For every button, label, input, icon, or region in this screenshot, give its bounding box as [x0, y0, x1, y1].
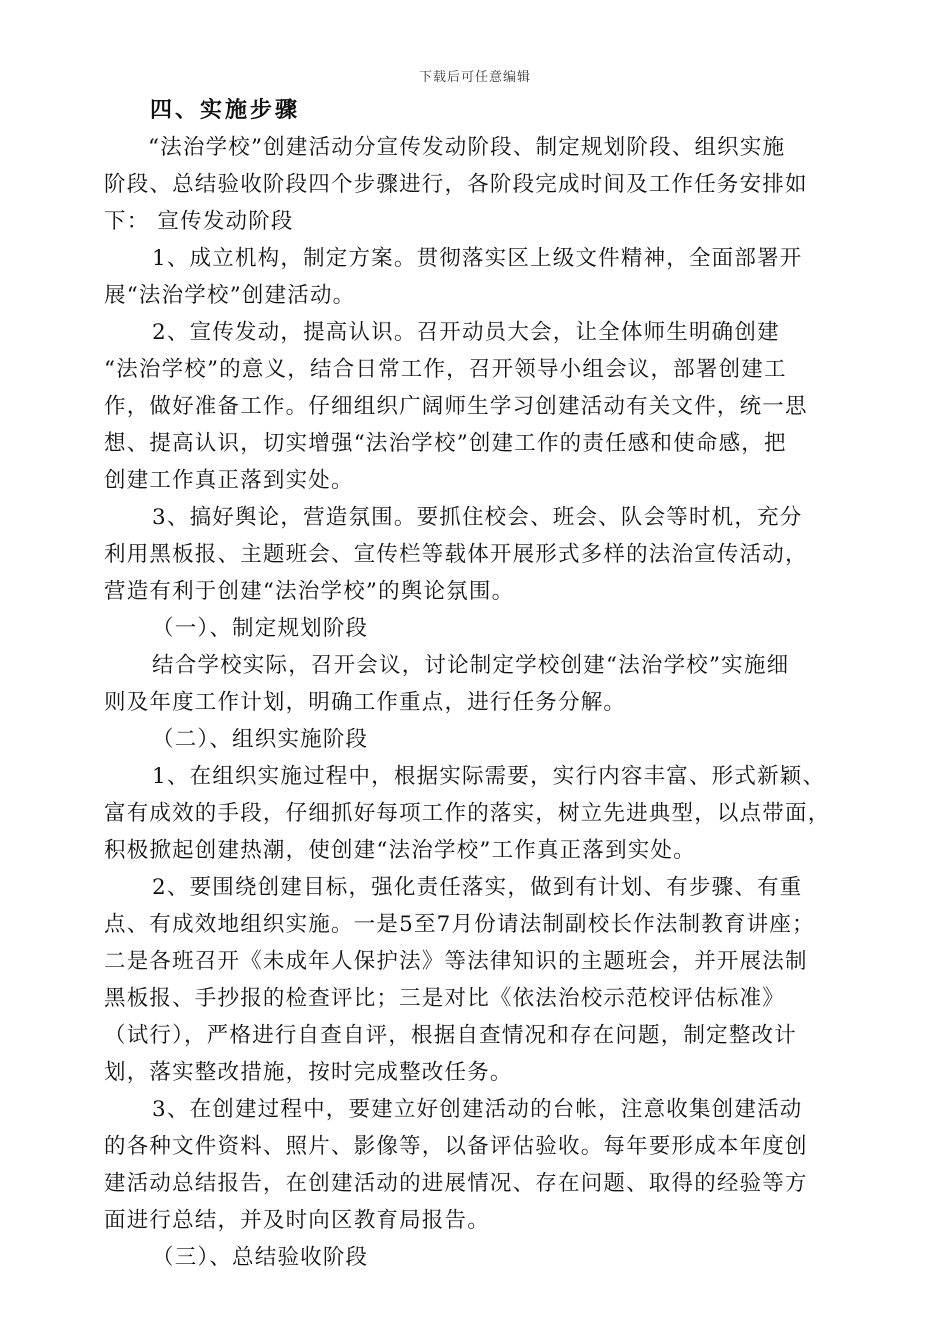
- paragraph-line: （试行），严格进行自查自评，根据自查情况和存在问题，制定整改计: [104, 1023, 797, 1048]
- paragraph-line: “法治学校”的意义，结合日常工作，召开领导小组会议，部署创建工: [104, 357, 787, 382]
- paragraph-line: 则及年度工作计划，明确工作重点，进行任务分解。: [104, 690, 627, 715]
- paragraph-line: 营造有利于创建“法治学校”的舆论氛围。: [104, 579, 515, 604]
- paragraph-line: 想、提高认识，切实增强“法治学校”创建工作的责任感和使命感，把: [104, 431, 787, 456]
- paragraph-line: 富有成效的手段，仔细抓好每项工作的落实，树立先进典型，以点带面，: [104, 801, 831, 826]
- paragraph-line: 二是各班召开《未成年人保护法》等法律知识的主题班会，并开展法制: [104, 949, 808, 974]
- paragraph-line: 3、在创建过程中，要建立好创建活动的台帐，注意收集创建活动: [152, 1097, 803, 1122]
- paragraph-line: 创建工作真正落到实处。: [104, 468, 354, 493]
- paragraph-line: 1、在组织实施过程中，根据实际需要，实行内容丰富、形式新颖、: [152, 764, 826, 789]
- paragraph-line: 2、宣传发动，提高认识。召开动员大会，让全体师生明确创建: [152, 320, 780, 345]
- paragraph-line: 1、成立机构，制定方案。贯彻落实区上级文件精神，全面部署开: [152, 246, 803, 271]
- paragraph-line: 划，落实整改措施，按时完成整改任务。: [104, 1060, 513, 1085]
- subsection-heading: （一）、制定规划阶段: [152, 616, 369, 641]
- paragraph-line: 作，做好准备工作。仔细组织广阔师生学习创建活动有关文件，统一思: [104, 394, 808, 419]
- paragraph-line: 阶段、总结验收阶段四个步骤进行，各阶段完成时间及工作任务安排如: [104, 172, 808, 197]
- paragraph-line: 黑板报、手抄报的检查评比；三是对比《依法治校示范校评估标准》: [104, 986, 786, 1011]
- paragraph-line: 建活动总结报告，在创建活动的进展情况、存在问题、取得的经验等方: [104, 1171, 808, 1196]
- document-body: [104, 92, 864, 1276]
- paragraph-line: 下： 宣传发动阶段: [104, 209, 294, 234]
- paragraph-line: “法治学校”创建活动分宣传发动阶段、制定规划阶段、组织实施: [148, 135, 786, 160]
- paragraph-line: 2、要围绕创建目标，强化责任落实，做到有计划、有步骤、有重: [152, 875, 803, 900]
- section-heading: 四、实施步骤: [150, 97, 301, 123]
- subsection-heading: （三）、总结验收阶段: [152, 1245, 369, 1270]
- paragraph-line: 的各种文件资料、照片、影像等，以备评估验收。每年要形成本年度创: [104, 1134, 808, 1159]
- subsection-heading: （二）、组织实施阶段: [152, 727, 369, 752]
- paragraph-line: 展“法治学校”创建活动。: [104, 283, 356, 308]
- paragraph-line: 结合学校实际，召开会议，讨论制定学校创建“法治学校”实施细: [152, 653, 790, 678]
- paragraph-line: 3、搞好舆论，营造氛围。要抓住校会、班会、队会等时机，充分: [152, 505, 803, 530]
- paragraph-line: 点、有成效地组织实施。一是5至7月份请法制副校长作法制教育讲座；: [104, 912, 815, 937]
- header-watermark: 下载后可任意编辑: [418, 70, 531, 85]
- paragraph-line: 利用黑板报、主题班会、宣传栏等载体开展形式多样的法治宣传活动，: [104, 542, 808, 567]
- paragraph-line: 面进行总结，并及时向区教育局报告。: [104, 1208, 490, 1233]
- paragraph-line: 积极掀起创建热潮，使创建“法治学校”工作真正落到实处。: [104, 838, 696, 863]
